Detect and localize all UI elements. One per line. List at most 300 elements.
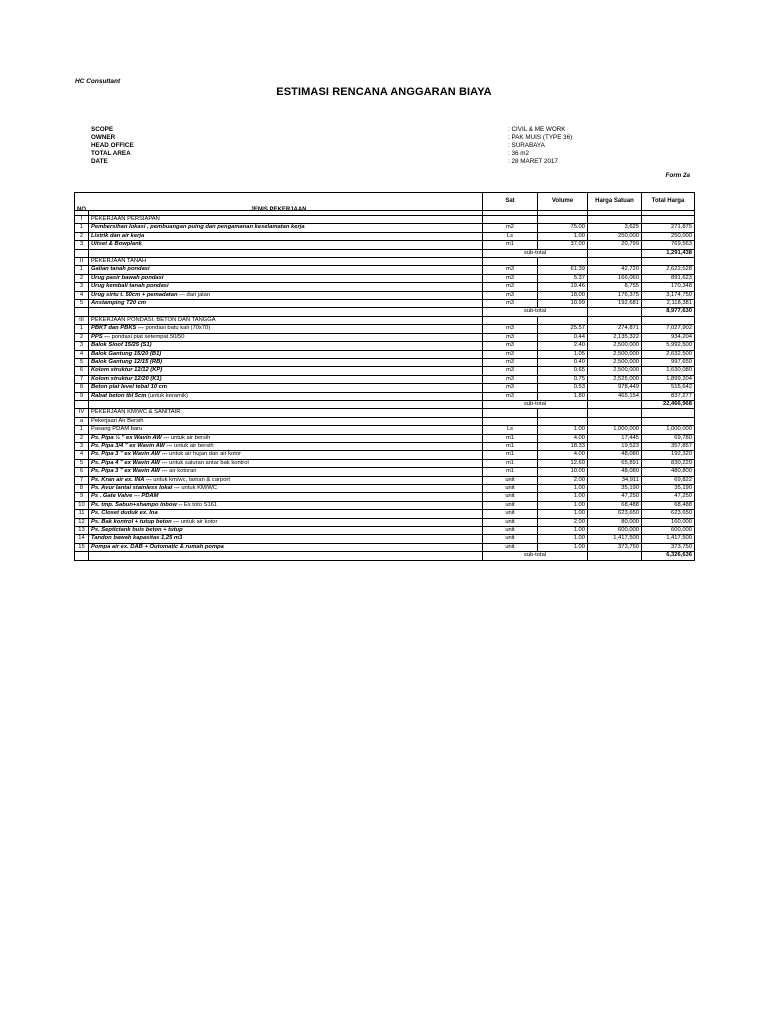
item-name: Ps. Pipa ½ " ex Wavin AW --- [91, 434, 170, 441]
table-row [75, 493, 695, 501]
unit-cell: unit [483, 518, 538, 526]
table-row [75, 350, 695, 358]
unit-price-cell: 19,523 [588, 442, 642, 450]
total-price-cell: 623,650 [642, 510, 695, 518]
row-number: 11 [75, 510, 89, 518]
item-name: Galian tanah pondasi [91, 266, 150, 273]
header-sat: Sat [483, 193, 538, 211]
header-no: NO. [77, 206, 88, 211]
unit-price-cell: 20,799 [588, 241, 642, 249]
item-description [89, 451, 483, 459]
subtotal-label: sub-total [483, 249, 588, 257]
total-price-cell: 600,000 [642, 527, 695, 535]
item-name: Ps. Septictank buis beton + tutup [91, 527, 183, 534]
volume-cell: 1.00 [538, 485, 588, 493]
item-description [89, 501, 483, 509]
empty-cell [75, 552, 89, 560]
volume-cell: 2.00 [538, 518, 588, 526]
row-number: II [75, 258, 89, 266]
row-number: 5 [75, 300, 89, 308]
unit-cell: unit [483, 543, 538, 551]
volume-cell: 12.60 [538, 459, 588, 467]
item-name: Uitset & Bowplank [91, 241, 142, 248]
subtotal-label: sub-total [483, 400, 588, 408]
row-number: 4 [75, 350, 89, 358]
item-description [89, 342, 483, 350]
row-number: 7 [75, 476, 89, 484]
volume-cell: 5.37 [538, 274, 588, 282]
item-note: untuk saluran antar bak kontrol [167, 459, 249, 466]
table-row [75, 325, 695, 333]
table-row [75, 434, 695, 442]
empty-cell [538, 409, 588, 417]
item-note: untuk km/wc, taman & carport [151, 476, 230, 483]
section-row [75, 216, 695, 224]
volume-cell: 1.00 [538, 510, 588, 518]
volume-cell: 18.00 [538, 291, 588, 299]
total-price-cell: 830,229 [642, 459, 695, 467]
header-jenis [75, 193, 483, 211]
volume-cell: 2.40 [538, 342, 588, 350]
volume-cell: 1.00 [538, 501, 588, 509]
item-name: Balok Gantung 12/15 (RB) [91, 358, 163, 365]
table-row [75, 274, 695, 282]
total-price-cell: 1,630,080 [642, 367, 695, 375]
item-description [89, 283, 483, 291]
volume-cell: 4.00 [538, 451, 588, 459]
volume-cell: 0.53 [538, 384, 588, 392]
cost-table [74, 192, 695, 561]
unit-cell: m3 [483, 274, 538, 282]
table-row [75, 510, 695, 518]
unit-price-cell: 250,000 [588, 232, 642, 240]
section-title: PEKERJAAN KM/WC & SANITAIR [89, 409, 483, 417]
item-name: Ps. Avur lantai stainless lokal --- [91, 485, 180, 491]
total-price-cell: 837,277 [642, 392, 695, 400]
row-number: 1 [75, 426, 89, 434]
volume-cell: 1.80 [538, 392, 588, 400]
empty-cell [538, 316, 588, 324]
item-name: Ps. Pipa 3/4 " ex Wavin AW --- [91, 442, 173, 449]
row-number: 3 [75, 283, 89, 291]
item-name: Urug pasir bawah pondasi [91, 274, 164, 281]
item-description [89, 350, 483, 358]
table-row [75, 476, 695, 484]
subtotal-value: 8,977,630 [642, 308, 695, 316]
item-name: Listrik dan air kerja [91, 232, 145, 239]
table-row [75, 518, 695, 526]
unit-cell: m3 [483, 384, 538, 392]
item-note: Ex toto S161 [182, 501, 218, 508]
row-number: 6 [75, 367, 89, 375]
table-row [75, 426, 695, 434]
unit-cell: m1 [483, 434, 538, 442]
empty-cell [642, 409, 695, 417]
table-row [75, 358, 695, 366]
total-price-cell: 373,750 [642, 543, 695, 551]
unit-price-cell: 978,449 [588, 384, 642, 392]
company-name: HC Consultant [75, 78, 121, 85]
row-number: a [75, 417, 89, 425]
unit-cell: m1 [483, 468, 538, 476]
table-row [75, 392, 695, 400]
item-note: pondasi batu kali (70x70) [143, 325, 211, 332]
item-note: pondasi plat setempat 50/50 [110, 333, 185, 340]
item-description [89, 266, 483, 274]
unit-price-cell: 2,500,000 [588, 358, 642, 366]
table-row [75, 342, 695, 350]
subtotal-value: 6,326,636 [642, 552, 695, 560]
item-description [89, 426, 483, 434]
item-name: Pembersihan lokasi , pembuangan puing dan pengamanan keselamatan kerja [91, 224, 305, 231]
info-label: DATE [91, 158, 108, 165]
subtotal-row [75, 400, 695, 408]
item-description [89, 535, 483, 543]
unit-cell: m3 [483, 358, 538, 366]
table-row [75, 451, 695, 459]
section-title: PEKERJAAN TANAH [89, 258, 483, 266]
total-price-cell: 515,642 [642, 384, 695, 392]
volume-cell: 75.00 [538, 224, 588, 232]
item-name: Urug sirtu t. 50cm + pemadatan [91, 291, 178, 298]
total-price-cell: 7,027,902 [642, 325, 695, 333]
subtotal-row [75, 308, 695, 316]
total-price-cell: 35,190 [642, 485, 695, 493]
subtotal-row [75, 249, 695, 257]
item-name: Ps . Gate Valve --- PDAM [91, 493, 159, 500]
total-price-cell: 192,320 [642, 451, 695, 459]
item-note: untuk air kotor [179, 518, 218, 525]
row-number: III [75, 316, 89, 324]
unit-price-cell: 1,417,500 [588, 535, 642, 543]
unit-cell: m1 [483, 459, 538, 467]
total-price-cell: 2,118,381 [642, 300, 695, 308]
volume-cell: 37.00 [538, 241, 588, 249]
unit-price-cell: 2,500,000 [588, 342, 642, 350]
unit-price-cell: 600,000 [588, 527, 642, 535]
info-row-scope [91, 126, 611, 134]
empty-cell [588, 409, 642, 417]
row-number: 9 [75, 392, 89, 400]
unit-price-cell: 2,500,000 [588, 350, 642, 358]
item-description [89, 232, 483, 240]
unit-cell: m3 [483, 333, 538, 341]
row-number: 9 [75, 493, 89, 501]
item-name: Balok Sloof 15/25 (S1) [91, 342, 152, 349]
unit-cell: unit [483, 501, 538, 509]
unit-cell: unit [483, 527, 538, 535]
item-name: Pasang PDAM baru [91, 426, 143, 433]
empty-cell [538, 417, 588, 425]
table-row [75, 224, 695, 232]
item-name: Pompa air ex. DAB + Outomatic & rumah pompa [91, 543, 224, 550]
unit-price-cell: 465,154 [588, 392, 642, 400]
info-label: HEAD OFFICE [91, 142, 134, 149]
item-name: Ps. Closet duduk ex. Ina [91, 510, 158, 517]
unit-price-cell: 2,525,000 [588, 375, 642, 383]
table-row [75, 527, 695, 535]
unit-price-cell: 80,000 [588, 518, 642, 526]
unit-price-cell: 34,911 [588, 476, 642, 484]
empty-cell [588, 552, 642, 560]
header-jenis-label: JENIS PEKERJAAN [250, 206, 307, 211]
item-name: Ps. Pipa 3 " ex Wavin AW --- [91, 451, 168, 458]
row-number: 4 [75, 291, 89, 299]
total-price-cell: 69,780 [642, 434, 695, 442]
unit-cell: m1 [483, 451, 538, 459]
item-name: Kolom struktur 12/12 (KP) [91, 367, 163, 374]
header-volume: Volume [538, 193, 588, 211]
item-description [89, 468, 483, 476]
item-description [89, 493, 483, 501]
info-value: : 28 MARET 2017 [508, 158, 558, 165]
empty-cell [588, 258, 642, 266]
item-name: PBKT dan PBKS --- [91, 325, 144, 332]
total-price-cell: 1,899,204 [642, 375, 695, 383]
row-number: 10 [75, 501, 89, 509]
volume-cell: 0.40 [538, 358, 588, 366]
unit-cell: unit [483, 535, 538, 543]
item-note: untuk air hujan dan air kotor [167, 451, 242, 458]
item-name: Ps. tmp. Sabun+shampo inbow -- [91, 501, 183, 508]
item-description [89, 543, 483, 551]
total-price-cell: 1,417,500 [642, 535, 695, 543]
total-price-cell: 68,488 [642, 501, 695, 509]
row-number: 2 [75, 434, 89, 442]
row-number: 12 [75, 518, 89, 526]
unit-price-cell: 192,681 [588, 300, 642, 308]
row-number: 2 [75, 333, 89, 341]
unit-price-cell: 1,000,000 [588, 426, 642, 434]
info-label: OWNER [91, 134, 116, 141]
item-name: Urug kembali tanah pondasi [91, 283, 169, 290]
item-name: Ps. Kran air ex. INA --- [91, 476, 152, 483]
item-name: Ps. Bak kontrol + tutup beton --- [91, 518, 180, 525]
unit-cell: m1 [483, 442, 538, 450]
total-price-cell: 997,650 [642, 358, 695, 366]
item-description [89, 375, 483, 383]
table-row [75, 283, 695, 291]
volume-cell: 0.65 [538, 367, 588, 375]
unit-cell: Ls [483, 426, 538, 434]
unit-price-cell: 2,135,322 [588, 333, 642, 341]
volume-cell: 1.00 [538, 232, 588, 240]
item-description [89, 384, 483, 392]
item-note: (untuk keramik) [146, 392, 188, 399]
empty-cell [642, 216, 695, 224]
unit-price-cell: 8,755 [588, 283, 642, 291]
total-price-cell: 934,204 [642, 333, 695, 341]
row-number: 3 [75, 342, 89, 350]
empty-cell [538, 216, 588, 224]
empty-cell [89, 552, 483, 560]
section-row [75, 316, 695, 324]
table-row [75, 232, 695, 240]
item-note: air kotoran [167, 468, 197, 475]
unit-price-cell: 48,080 [588, 468, 642, 476]
info-value: : PAK MUIS (TYPE 36) [508, 134, 573, 141]
table-row [75, 384, 695, 392]
volume-cell: 61.39 [538, 266, 588, 274]
info-label: SCOPE [91, 126, 114, 133]
info-value: : 36 m2 [508, 150, 529, 157]
table-row [75, 442, 695, 450]
info-value: : CIVIL & ME WORK [508, 126, 566, 133]
row-number: 5 [75, 358, 89, 366]
item-name: Balok Gantung 15/20 (B1) [91, 350, 162, 357]
unit-price-cell: 35,190 [588, 485, 642, 493]
item-name: PPS --- [91, 333, 111, 340]
volume-cell: 0.75 [538, 375, 588, 383]
volume-cell: 1.05 [538, 350, 588, 358]
total-price-cell: 5,992,500 [642, 342, 695, 350]
info-row-head-office [91, 142, 611, 150]
table-row [75, 375, 695, 383]
section-row [75, 409, 695, 417]
empty-cell [89, 400, 483, 408]
empty-cell [483, 258, 538, 266]
item-description [89, 442, 483, 450]
volume-cell: 0.44 [538, 333, 588, 341]
empty-cell [483, 417, 538, 425]
total-price-cell: 47,250 [642, 493, 695, 501]
item-description [89, 224, 483, 232]
unit-price-cell: 47,250 [588, 493, 642, 501]
document-title: ESTIMASI RENCANA ANGGARAN BIAYA [276, 86, 492, 98]
empty-cell [89, 308, 483, 316]
item-name: Beton plat level tebal 10 cm [91, 384, 168, 391]
unit-cell: unit [483, 476, 538, 484]
row-number: 4 [75, 451, 89, 459]
total-price-cell: 271,875 [642, 224, 695, 232]
row-number: 1 [75, 266, 89, 274]
unit-price-cell: 65,891 [588, 459, 642, 467]
unit-cell: m3 [483, 392, 538, 400]
header-total: Total Harga [642, 193, 695, 211]
subtotal-label: sub-total [483, 308, 588, 316]
item-description [89, 274, 483, 282]
unit-price-cell: 166,060 [588, 274, 642, 282]
table-header-row [75, 193, 695, 211]
unit-cell: m3 [483, 300, 538, 308]
volume-cell: 1.00 [538, 493, 588, 501]
row-number: 5 [75, 459, 89, 467]
item-description [89, 518, 483, 526]
row-number: 2 [75, 274, 89, 282]
table-row [75, 543, 695, 551]
row-number: 13 [75, 527, 89, 535]
section-title: PEKERJAAN PERSIAPAN [89, 216, 483, 224]
empty-cell [642, 417, 695, 425]
item-description [89, 333, 483, 341]
item-description [89, 358, 483, 366]
unit-price-cell: 48,080 [588, 451, 642, 459]
empty-cell [538, 258, 588, 266]
info-label: TOTAL AREA [91, 150, 131, 157]
item-description [89, 434, 483, 442]
volume-cell: 4.00 [538, 434, 588, 442]
item-description [89, 325, 483, 333]
table-row [75, 367, 695, 375]
item-description [89, 527, 483, 535]
table-body [75, 216, 695, 561]
row-number: 3 [75, 442, 89, 450]
unit-price-cell: 17,445 [588, 434, 642, 442]
item-description [89, 392, 483, 400]
item-name: Ps. Pipa 4 " ex Wavin AW --- [91, 459, 168, 466]
unit-cell: m3 [483, 350, 538, 358]
row-number: 3 [75, 241, 89, 249]
unit-cell: m3 [483, 291, 538, 299]
item-description [89, 241, 483, 249]
total-price-cell: 170,348 [642, 283, 695, 291]
unit-price-cell: 176,375 [588, 291, 642, 299]
empty-cell [483, 216, 538, 224]
table-row [75, 459, 695, 467]
unit-cell: Ls [483, 232, 538, 240]
item-description [89, 367, 483, 375]
empty-cell [89, 249, 483, 257]
total-price-cell: 1,000,000 [642, 426, 695, 434]
subtotal-label: sub-total [483, 552, 588, 560]
total-price-cell: 3,174,750 [642, 291, 695, 299]
empty-cell [588, 249, 642, 257]
unit-price-cell: 68,488 [588, 501, 642, 509]
total-price-cell: 2,632,500 [642, 350, 695, 358]
total-price-cell: 769,563 [642, 241, 695, 249]
section-title: PEKERJAAN PONDASI, BETON DAN TANGGA [89, 316, 483, 324]
item-note: untuk air bersih [172, 442, 214, 449]
item-name: Tandon bawah kapasitas 1,25 m3 [91, 535, 183, 542]
unit-cell: m3 [483, 266, 538, 274]
total-price-cell: 69,822 [642, 476, 695, 484]
empty-cell [483, 316, 538, 324]
item-description [89, 485, 483, 493]
item-note: --- dari jalan [177, 291, 211, 298]
item-description [89, 510, 483, 518]
table-row [75, 291, 695, 299]
total-price-cell: 2,622,528 [642, 266, 695, 274]
unit-cell: m3 [483, 325, 538, 333]
unit-cell: m2 [483, 224, 538, 232]
unit-price-cell: 274,871 [588, 325, 642, 333]
item-description [89, 459, 483, 467]
subsection-row [75, 417, 695, 425]
row-number: 2 [75, 232, 89, 240]
empty-cell [588, 417, 642, 425]
volume-cell: 1.00 [538, 535, 588, 543]
empty-cell [75, 308, 89, 316]
empty-cell [75, 249, 89, 257]
empty-cell [483, 409, 538, 417]
total-price-cell: 250,000 [642, 232, 695, 240]
total-price-cell: 357,857 [642, 442, 695, 450]
empty-cell [75, 400, 89, 408]
item-name: Kolom struktur 12/20 (K1) [91, 375, 162, 382]
empty-cell [642, 316, 695, 324]
item-name: Ps. Pipa 3 " ex Wavin AW --- [91, 468, 168, 475]
row-number: 14 [75, 535, 89, 543]
volume-cell: 19.46 [538, 283, 588, 291]
header-harga: Harga Satuan [588, 193, 642, 211]
row-number: 8 [75, 485, 89, 493]
item-note: untuk KM/WC [179, 485, 218, 491]
row-number: 6 [75, 468, 89, 476]
unit-cell: unit [483, 493, 538, 501]
empty-cell [588, 308, 642, 316]
volume-cell: 25.57 [538, 325, 588, 333]
total-price-cell: 160,000 [642, 518, 695, 526]
